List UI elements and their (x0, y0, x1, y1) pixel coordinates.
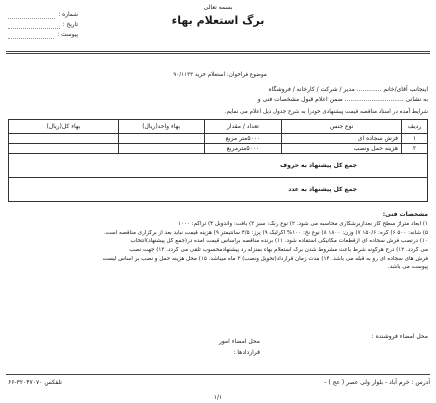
subject-line: موضوع فراخوان: استعلام خرید ۹۰/۱۱۳۳ (173, 72, 267, 78)
basmala: بسمه تعالی (203, 4, 233, 11)
col-row-header: ردیف (402, 120, 428, 134)
header-divider (6, 51, 430, 52)
spec-line: می گردد. ۱۲) درج هرگونه شرط باعث مشروط شدن برگ استعلام بهاء بمنزله رد پیشنهادمحسوب تلقی می گردد. ۱۳) جهت نصب (129, 246, 428, 253)
spec-line: ۱۰) درنصب فرش سجاده ای ازقطعات مکانیکی استفاده شود. ۱۱) برنده مناقصه براساس قیمت آمده در(جمع کل پیشنهاد)انتخاب (130, 238, 428, 245)
manager-signature-block (120, 338, 260, 360)
attachment-row (8, 32, 78, 42)
row-number: ۱ (402, 134, 428, 144)
col-total-price-header: بهاء کل(ریال) (9, 120, 119, 134)
number-row (8, 12, 78, 22)
date-row (8, 22, 78, 32)
items-table (8, 119, 428, 202)
footer-address: آدرس : خرم آباد - بلوار ولی عصر ( عج ) - (324, 379, 430, 386)
item-unit-price[interactable] (118, 134, 204, 144)
number-value-line (8, 12, 55, 19)
table-row (9, 134, 428, 144)
contracts-label: قراردادها : (233, 349, 260, 356)
total-letters-label[interactable]: جمع کل پیشنهاد به حروف (9, 154, 428, 178)
item-name: فرش سجاده ای (282, 134, 402, 144)
table-header-row (9, 120, 428, 134)
col-unit-price-header: بهاء واحد(ریال) (118, 120, 204, 134)
item-name: هزینه حمل ونصب (282, 144, 402, 154)
total-letters-row (9, 154, 428, 178)
col-item-header: نوع جنس (282, 120, 402, 134)
page-number: ۱/۱ (213, 394, 223, 401)
table-row (9, 144, 428, 154)
date-label: تاریخ : (62, 22, 78, 28)
attachment-label: پیوست : (57, 32, 78, 38)
spec-line: ۱) ابعاد متراژ سطح کار بعدازبرشکاری محاسبه می شود. ۲) نوع رنگ: سبز ۳) بافت: واندویل ۴) تراکم: ۱۰۰۰ (177, 221, 428, 228)
form-title: برگ استعلام بهاء (171, 14, 265, 27)
bidder-address-line: به نشانی ............................... ضمن اعلام قبول مشخصات فنی و (257, 96, 428, 103)
item-unit-price[interactable] (118, 144, 204, 154)
item-total-price[interactable] (9, 134, 119, 144)
footer-fax: تلفکس ۳۲۰۴۷۰۷۰-۶۶ (8, 379, 62, 386)
header-divider-double (6, 53, 430, 54)
manager-signature-label: محل امضاء امور (218, 338, 260, 345)
total-numbers-label[interactable]: جمع کل پیشنهاد به عدد (9, 178, 428, 202)
conditions-line: شرایط آمده در اسناد مناقصه قیمت پیشنهادی خودرا به شرح جدول ذیل اعلام می نمایم. (224, 109, 428, 115)
seller-signature: محل امضاء فروشنده : (371, 333, 428, 340)
technical-specs (8, 211, 428, 273)
footer-divider (6, 374, 430, 375)
number-label: شماره : (58, 12, 78, 18)
bidder-line: اینجانب آقای/خانم ............. مدیر / شرکت / کارخانه / فروشگاه (268, 86, 428, 93)
total-numbers-row (9, 178, 428, 202)
form-header (0, 3, 436, 47)
item-total-price[interactable] (9, 144, 119, 154)
item-quantity: ۵۰۰۰مترمربع (204, 144, 282, 154)
spec-line: پیوست می باشد. (387, 264, 428, 271)
row-number: ۲ (402, 144, 428, 154)
spec-line: فرش های سجاده ای رو به قبله می باشد. ۱۴) مدت زمان قرارداد(تحویل ونصب) ۳ ماه میباشد. ۱۵) محل هزینه حمل و نصب بر اساس لیست (102, 255, 428, 262)
col-qty-header: تعداد / مقدار (204, 120, 282, 134)
specs-title: مشخصات فنی: (382, 211, 428, 218)
spec-line: ۵) شانه: ۵۰۰ ۶) گره: ۱۵۰/۶ ۷) وزن: ۱۸۰۰ ۸) نوع نخ: ۱۰۰% اکرلیک ۹) پرز: ۴/۵ سانتیمتر ۹) هزینه قیمت نباید بعد از برگزاری مناقصه است. (103, 229, 428, 236)
date-value-line (8, 22, 60, 29)
form-meta (8, 12, 78, 42)
attachment-value-line (8, 32, 54, 39)
item-quantity: ۵۰۰۰متر مربع (204, 134, 282, 144)
